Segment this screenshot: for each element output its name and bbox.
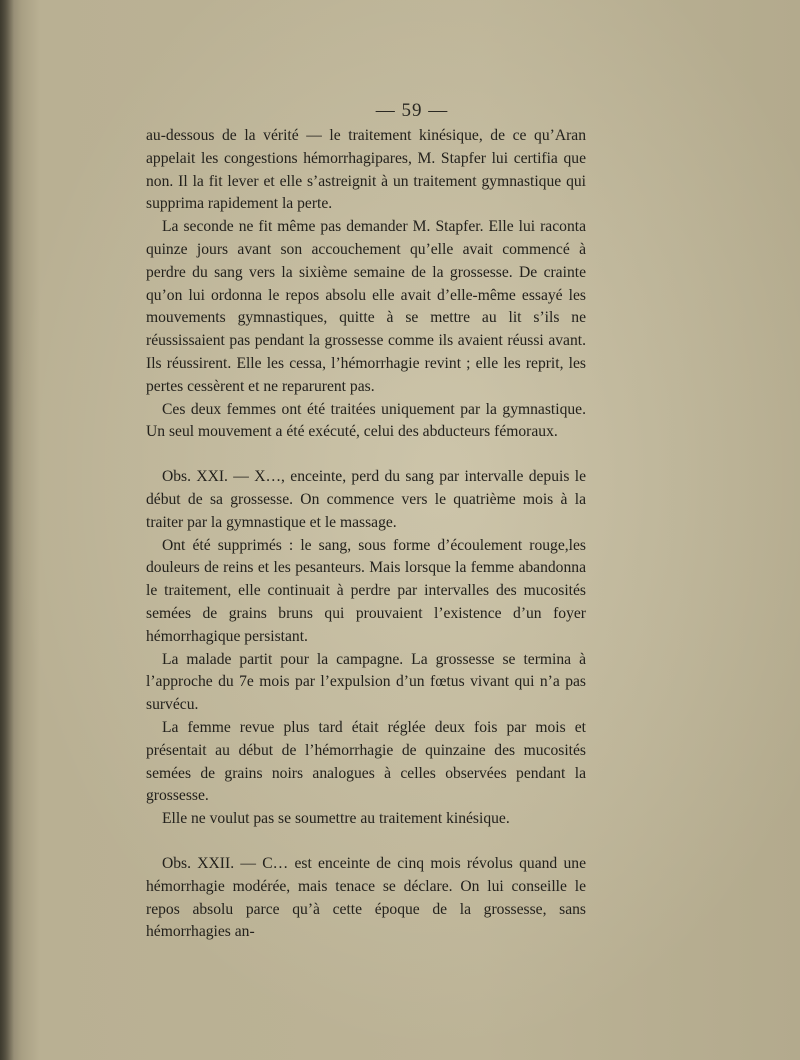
body-text [146,125,586,944]
paragraph: La femme revue plus tard était réglée deux fois par mois et présentait au début de l’hémorrhagie de quinzaine des mucosités semées de grains noirs analogues à celles observées pendant la grossesse. [146,718,586,805]
paragraph: La malade partit pour la campagne. La grossesse se termina à l’approche du 7e mois par l’expulsion d’un fœtus vivant qui n’a pas survécu. [146,650,586,714]
paragraph: Elle ne voulut pas se soumettre au traitement kinésique. [162,810,510,828]
paragraph: au-dessous de la vérité — le traitement kinésique, de ce qu’Aran appelait les congestions hémorrhagipares, M. Stapfer lui certifia que non. Il la fit lever et elle s’astreignit à un traitement gymnastique qui supprima rapidement la perte. [146,127,586,213]
paragraph: La seconde ne fit même pas demander M. Stapfer. Elle lui raconta quinze jours avant son accouchement qu’elle avait commencé à perdre du sang vers la sixième semaine de la grossesse. De crainte qu’on lui ordonna le repos absolu elle avait d’elle-même essayé les mouvements gymnastiques, quitte à se mettre au lit s’ils ne réussissaient pas pendant la grossesse comme ils avaient réussi avant. Ils réussirent. Elle les cessa, l’hémorrhagie revint ; elle les reprit, les pertes cessèrent et ne reparurent pas. [146,218,586,395]
paragraph: Ces deux femmes ont été traitées uniquement par la gymnastique. Un seul mouvement a été exécuté, celui des abducteurs fémoraux. [146,400,586,441]
paragraph: Obs. XXI. — X…, enceinte, perd du sang par intervalle depuis le début de sa grossesse. On commence vers le quatrième mois à la traiter par la gymnastique et le massage. [146,468,586,531]
paragraph: Obs. XXII. — C… est enceinte de cinq mois révolus quand une hémorrhagie modérée, mais tenace se déclare. On lui conseille le repos absolu parce qu’à cette époque de la grossesse, sans hémorrhagies an- [146,854,586,941]
page-number: — 59 — [375,100,449,121]
binding-shadow [0,0,14,1060]
paragraph: Ont été supprimés : le sang, sous forme d’écoulement rouge,les douleurs de reins et les pesanteurs. Mais lorsque la femme abandonna le traitement, elle continuait à perdre par intervalles des mucosités semées de grains bruns qui prouvaient l’existence d’un foyer hémorrhagique persistant. [146,536,586,645]
